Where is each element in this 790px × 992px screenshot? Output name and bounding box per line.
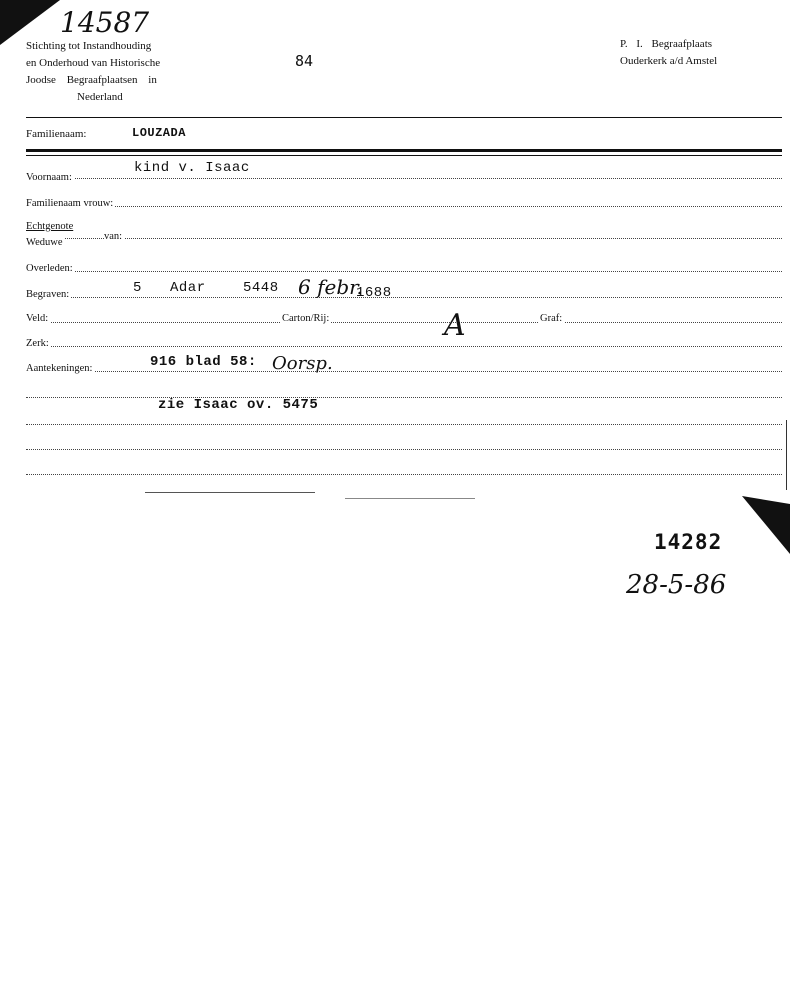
note-line-4 <box>26 474 782 475</box>
begraven-line <box>26 297 782 298</box>
zerk-label: Zerk: <box>26 338 49 349</box>
place-line-1: P. I. Begraafplaats <box>620 38 713 50</box>
familienaam-vrouw-line <box>26 206 782 207</box>
double-rule-thin <box>26 155 782 156</box>
carton-value: A <box>444 308 466 343</box>
familienaam-label: Familienaam: <box>26 128 87 140</box>
voornaam-value: kind v. Isaac <box>134 160 250 176</box>
note-line-3 <box>26 449 782 450</box>
begraven-civil-year: 1688 <box>356 285 392 301</box>
note-line-1 <box>26 397 782 398</box>
card-bottom-edge-2 <box>345 498 475 499</box>
org-line-2: en Onderhoud van Historische <box>26 57 161 69</box>
familienaam-vrouw-label: Familienaam vrouw: <box>26 198 114 209</box>
echtgenote-label: Echtgenote <box>26 221 74 232</box>
top-rule <box>26 117 782 118</box>
begraven-day: 5 <box>133 280 142 296</box>
voornaam-label: Voornaam: <box>26 172 72 183</box>
place-block <box>620 36 717 70</box>
overleden-line <box>26 271 782 272</box>
van-line <box>26 238 782 239</box>
org-line-1: Stichting tot Instandhouding <box>26 40 152 52</box>
double-rule-thick <box>26 149 782 152</box>
overleden-label: Overleden: <box>26 263 73 274</box>
aantekeningen-line <box>26 371 782 372</box>
note-text: zie Isaac ov. 5475 <box>158 397 319 413</box>
begraven-label: Begraven: <box>26 289 70 300</box>
begraven-year: 5448 <box>243 280 279 296</box>
stamp-number: 14282 <box>654 530 723 554</box>
aantekeningen-value: 916 blad 58: <box>150 354 257 370</box>
van-label: van: <box>104 231 123 242</box>
familienaam-value: LOUZADA <box>132 126 186 140</box>
card-right-edge <box>786 420 787 490</box>
place-line-2: Ouderkerk a/d Amstel <box>620 55 718 67</box>
page-number: 84 <box>295 52 314 70</box>
graf-label: Graf: <box>540 313 563 324</box>
voornaam-line <box>26 178 782 179</box>
aantekeningen-label: Aantekeningen: <box>26 363 93 374</box>
begraven-handwritten-date: 6 febr. <box>298 275 363 299</box>
corner-mark-right-triangle <box>742 496 790 556</box>
card-bottom-edge <box>145 492 315 493</box>
note-line-2 <box>26 424 782 425</box>
carton-label: Carton/Rij: <box>282 313 330 324</box>
zerk-line <box>26 346 782 347</box>
handwritten-card-number: 14587 <box>60 6 150 39</box>
weduwe-label: Weduwe <box>26 237 63 248</box>
aantekeningen-handwritten: Oorsp. <box>272 353 333 374</box>
organisation-block <box>26 38 160 106</box>
veld-line <box>26 322 782 323</box>
org-line-4: Nederland <box>77 91 123 103</box>
handwritten-date: 28-5-86 <box>626 570 727 600</box>
begraven-month: Adar <box>170 280 206 296</box>
org-line-3: Joodse Begraafplaatsen in <box>26 74 157 86</box>
veld-label: Veld: <box>26 313 49 324</box>
